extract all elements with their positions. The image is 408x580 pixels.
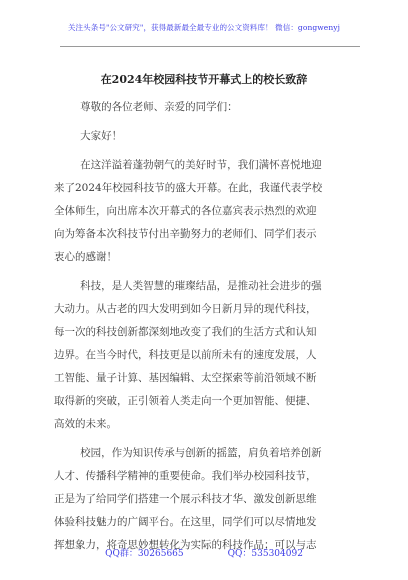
qq-group-text: QQ群：30265665 bbox=[105, 549, 184, 559]
paragraph-line: 校园，作为知识传承与创新的摇篮，肩负着培养创新 bbox=[80, 447, 322, 459]
paragraph-line: 边界。在当今时代，科技更是以前所未有的速度发展，人 bbox=[54, 349, 317, 361]
paragraph-line: 取得新的突破，正引领着人类走向一个更加智能、便捷、 bbox=[54, 395, 317, 407]
paragraph-line: 全体师生，向出席本次开幕式的各位嘉宾表示热烈的欢迎 bbox=[54, 205, 317, 217]
paragraph-line: 向为筹备本次科技节付出辛勤努力的老师们、同学们表示 bbox=[54, 228, 317, 240]
paragraph-line: 在这洋溢着蓬勃朝气的美好时节，我们满怀喜悦地迎 bbox=[80, 159, 322, 171]
paragraph-line: 科技，是人类智慧的璀璨结晶，是推动社会进步的强 bbox=[80, 280, 322, 292]
page-footer bbox=[0, 546, 408, 559]
salutation-line: 尊敬的各位老师、亲爱的同学们： bbox=[80, 101, 238, 113]
qq-contact-text: QQ：535304092 bbox=[227, 549, 303, 559]
paragraph-line: 来了2024年校园科技节的盛大开幕。在此，我谨代表学校 bbox=[54, 182, 323, 194]
greeting-line: 大家好！ bbox=[80, 130, 123, 142]
paragraph-line: 人才、传播科学精神的重要使命。我们举办校园科技节， bbox=[54, 470, 317, 482]
header-divider bbox=[60, 46, 360, 47]
document-title: 在2024年校园科技节开幕式上的校长致辞 bbox=[100, 73, 308, 86]
paragraph-line: 体验科技魅力的广阔平台。在这里，同学们可以尽情地发 bbox=[54, 516, 317, 528]
paragraph-line: 大动力。从古老的四大发明到如今日新月异的现代科技， bbox=[54, 303, 317, 315]
paragraph-line: 正是为了给同学们搭建一个展示科技才华、激发创新思维 bbox=[54, 493, 317, 505]
paragraph-line: 每一次的科技创新都深刻地改变了我们的生活方式和认知 bbox=[54, 326, 317, 338]
document-body bbox=[54, 96, 360, 557]
paragraph-line: 挥想象力，将奇思妙想转化为实际的科技作品；可以与志 bbox=[54, 539, 317, 551]
paragraph-line: 衷心的感谢！ bbox=[54, 251, 117, 263]
paragraph-line: 工智能、量子计算、基因编辑、太空探索等前沿领域不断 bbox=[54, 372, 317, 384]
page-header: 关注头条号"公文研究"，获得最新最全最专业的公文资料库！ 微信：gongwenyj bbox=[67, 23, 341, 32]
paragraph-line: 高效的未来。 bbox=[54, 418, 117, 430]
